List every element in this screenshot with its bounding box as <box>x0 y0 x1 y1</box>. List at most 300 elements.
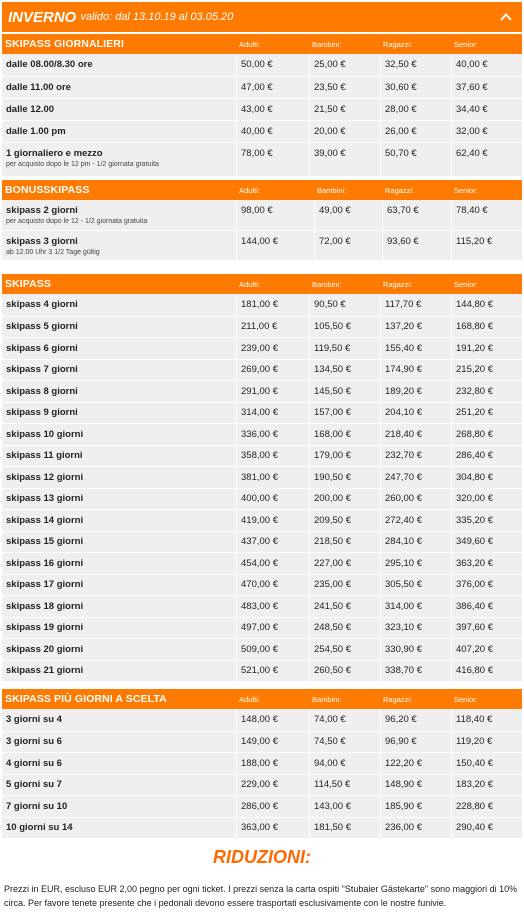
column-divider <box>380 360 381 381</box>
column-divider <box>309 709 310 731</box>
column-divider <box>309 381 310 402</box>
column-divider <box>380 424 381 445</box>
price-cell: 338,70 € <box>385 665 422 677</box>
price-cell: 96,20 € <box>385 713 417 725</box>
column-divider <box>309 317 310 338</box>
price-cell: 304,80 € <box>456 471 493 483</box>
column-divider <box>380 510 381 531</box>
price-cell: 314,00 € <box>385 600 422 612</box>
price-cell: 209,50 € <box>314 514 351 526</box>
price-cell: 251,20 € <box>456 407 493 419</box>
table-row <box>2 294 522 316</box>
table-row <box>2 337 522 359</box>
column-divider <box>309 661 310 682</box>
price-cell: 305,50 € <box>385 579 422 591</box>
price-cell: 269,00 € <box>241 364 278 376</box>
column-divider <box>236 661 237 682</box>
price-cell: 157,00 € <box>314 407 351 419</box>
column-divider <box>451 489 452 510</box>
table-row <box>2 509 522 531</box>
row-label: skipass 5 giorni <box>6 321 78 333</box>
price-cell: 286,00 € <box>241 800 278 812</box>
table-row <box>2 359 522 381</box>
column-divider <box>451 553 452 574</box>
table-row <box>2 752 522 774</box>
column-divider <box>236 467 237 488</box>
price-cell: 247,70 € <box>385 471 422 483</box>
column-divider <box>236 200 237 230</box>
price-cell: 235,00 € <box>314 579 351 591</box>
price-cell: 236,00 € <box>385 822 422 834</box>
column-divider <box>309 424 310 445</box>
price-cell: 43,00 € <box>241 104 273 115</box>
price-cell: 291,00 € <box>241 385 278 397</box>
price-cell: 314,00 € <box>241 407 278 419</box>
column-header: Ragazzi: <box>383 695 413 704</box>
column-divider <box>309 121 310 142</box>
column-divider <box>236 775 237 796</box>
price-cell: 63,70 € <box>387 205 419 216</box>
column-divider <box>380 403 381 424</box>
section-header <box>2 180 522 200</box>
table-row <box>2 98 522 120</box>
column-divider <box>236 553 237 574</box>
column-header: Bambini: <box>312 40 342 49</box>
column-divider <box>309 618 310 639</box>
column-divider <box>380 818 381 839</box>
column-divider <box>309 489 310 510</box>
price-cell: 400,00 € <box>241 493 278 505</box>
row-label: dalle 12.00 <box>6 104 55 115</box>
price-cell: 215,20 € <box>456 364 493 376</box>
column-divider <box>236 489 237 510</box>
price-cell: 78,40 € <box>456 205 488 216</box>
price-cell: 407,20 € <box>456 643 493 655</box>
season-name: INVERNO <box>8 8 77 26</box>
price-cell: 114,50 € <box>314 779 351 791</box>
price-cell: 137,20 € <box>385 321 422 333</box>
price-cell: 190,50 € <box>314 471 351 483</box>
column-divider <box>451 661 452 682</box>
price-cell: 21,50 € <box>314 104 346 115</box>
price-cell: 119,50 € <box>314 342 351 354</box>
table-row <box>2 230 522 260</box>
column-divider <box>451 818 452 839</box>
table-row <box>2 595 522 617</box>
column-divider <box>451 99 452 120</box>
column-divider <box>309 360 310 381</box>
price-cell: 49,00 € <box>319 205 351 216</box>
column-divider <box>380 77 381 98</box>
price-cell: 150,40 € <box>456 757 493 769</box>
table-row <box>2 466 522 488</box>
price-cell: 268,80 € <box>456 428 493 440</box>
row-label: skipass 11 giorni <box>6 450 83 462</box>
column-divider <box>451 77 452 98</box>
column-divider <box>380 753 381 774</box>
price-cell: 179,00 € <box>314 450 351 462</box>
column-divider <box>380 99 381 120</box>
column-header: Adulti: <box>239 186 260 195</box>
column-divider <box>236 143 237 176</box>
price-cell: 454,00 € <box>241 557 278 569</box>
row-label: dalle 11.00 ore <box>6 82 71 93</box>
price-section-scelta <box>2 689 522 838</box>
row-note: per acquisto dopo le 12 pm - 1/2 giornata gratuita <box>6 161 159 168</box>
price-cell: 181,50 € <box>314 822 351 834</box>
column-divider <box>236 338 237 359</box>
column-divider <box>236 403 237 424</box>
price-cell: 20,00 € <box>314 126 346 137</box>
price-cell: 144,00 € <box>241 236 278 247</box>
column-divider <box>236 575 237 596</box>
price-cell: 144,80 € <box>456 298 493 310</box>
row-label: skipass 12 giorni <box>6 471 84 483</box>
price-cell: 272,40 € <box>385 514 422 526</box>
column-divider <box>236 796 237 817</box>
reductions-title: RIDUZIONI: <box>213 847 311 867</box>
column-header: Senior: <box>454 186 478 195</box>
column-divider <box>451 143 452 176</box>
price-cell: 260,50 € <box>314 665 351 677</box>
table-row <box>2 552 522 574</box>
column-divider <box>236 732 237 753</box>
price-cell: 174,90 € <box>385 364 422 376</box>
price-cell: 47,00 € <box>241 82 273 93</box>
row-label: skipass 15 giorni <box>6 536 84 548</box>
row-note: per acquisto dopo le 12 - 1/2 giornata gratuita <box>6 218 148 225</box>
price-cell: 39,00 € <box>314 148 346 159</box>
column-divider <box>309 510 310 531</box>
price-cell: 521,00 € <box>241 665 278 677</box>
column-divider <box>451 403 452 424</box>
price-cell: 188,00 € <box>241 757 278 769</box>
section-title: SKIPASS <box>5 278 52 290</box>
price-cell: 437,00 € <box>241 536 278 548</box>
column-divider <box>451 121 452 142</box>
price-cell: 96,90 € <box>385 736 417 748</box>
column-divider <box>451 424 452 445</box>
price-cell: 74,50 € <box>314 736 346 748</box>
section-header <box>2 274 522 294</box>
price-cell: 40,00 € <box>456 59 488 70</box>
price-cell: 416,80 € <box>456 665 493 677</box>
column-divider <box>451 510 452 531</box>
price-cell: 260,00 € <box>385 493 422 505</box>
table-row <box>2 531 522 553</box>
row-label: 3 giorni su 4 <box>6 713 62 725</box>
column-divider <box>380 639 381 660</box>
price-cell: 115,20 € <box>456 236 493 247</box>
section-header <box>2 689 522 709</box>
table-row <box>2 709 522 731</box>
column-divider <box>314 231 315 260</box>
price-cell: 143,00 € <box>314 800 351 812</box>
column-divider <box>236 99 237 120</box>
price-cell: 94,00 € <box>314 757 346 769</box>
column-divider <box>236 532 237 553</box>
column-header: Adulti: <box>239 695 260 704</box>
column-header: Senior: <box>454 695 478 704</box>
row-label: dalle 08.00/8.30 ore <box>6 59 93 70</box>
row-label: 5 giorni su 7 <box>6 779 62 791</box>
row-label: skipass 16 giorni <box>6 557 84 569</box>
column-divider <box>314 200 315 230</box>
column-divider <box>236 446 237 467</box>
price-cell: 470,00 € <box>241 579 278 591</box>
column-divider <box>236 360 237 381</box>
column-header: Bambini: <box>312 695 342 704</box>
price-cell: 23,50 € <box>314 82 346 93</box>
price-cell: 204,10 € <box>385 407 422 419</box>
column-divider <box>451 732 452 753</box>
price-cell: 218,40 € <box>385 428 422 440</box>
column-divider <box>451 639 452 660</box>
price-cell: 40,00 € <box>241 126 273 137</box>
column-divider <box>380 338 381 359</box>
column-divider <box>236 231 237 260</box>
column-divider <box>309 553 310 574</box>
row-note: ab 12.00 Uhr 3 1/2 Tage gültig <box>6 249 100 256</box>
column-divider <box>380 796 381 817</box>
row-label: skipass 18 giorni <box>6 600 84 612</box>
column-header: Ragazzi: <box>385 186 415 195</box>
column-divider <box>236 294 237 316</box>
table-row <box>2 638 522 660</box>
column-divider <box>236 510 237 531</box>
price-cell: 34,40 € <box>456 104 488 115</box>
table-row <box>2 660 522 682</box>
column-divider <box>309 99 310 120</box>
column-divider <box>451 338 452 359</box>
price-cell: 336,00 € <box>241 428 278 440</box>
column-divider <box>236 77 237 98</box>
column-divider <box>382 231 383 260</box>
row-label: skipass 21 giorni <box>6 665 84 677</box>
column-divider <box>451 709 452 731</box>
price-cell: 239,00 € <box>241 342 278 354</box>
column-divider <box>309 596 310 617</box>
column-divider <box>236 709 237 731</box>
price-cell: 323,10 € <box>385 622 422 634</box>
price-cell: 229,00 € <box>241 779 278 791</box>
row-label: skipass 13 giorni <box>6 493 84 505</box>
table-row <box>2 316 522 338</box>
column-divider <box>451 360 452 381</box>
column-divider <box>309 532 310 553</box>
price-cell: 37,60 € <box>456 82 488 93</box>
price-section-giornalieri <box>2 34 522 176</box>
price-cell: 90,50 € <box>314 298 346 310</box>
column-divider <box>380 446 381 467</box>
column-divider <box>380 661 381 682</box>
table-row <box>2 380 522 402</box>
column-divider <box>236 381 237 402</box>
column-divider <box>309 753 310 774</box>
price-cell: 98,00 € <box>241 205 273 216</box>
price-cell: 284,10 € <box>385 536 422 548</box>
column-divider <box>451 200 452 230</box>
price-cell: 358,00 € <box>241 450 278 462</box>
price-cell: 232,80 € <box>456 385 493 397</box>
price-cell: 168,80 € <box>456 321 493 333</box>
column-divider <box>236 639 237 660</box>
table-row <box>2 488 522 510</box>
price-cell: 50,00 € <box>241 59 273 70</box>
chevron-up-icon[interactable] <box>500 11 512 23</box>
row-label: dalle 1.00 pm <box>6 126 66 137</box>
column-divider <box>236 317 237 338</box>
row-label: skipass 7 giorni <box>6 364 78 376</box>
table-row <box>2 445 522 467</box>
price-cell: 363,20 € <box>456 557 493 569</box>
price-cell: 118,40 € <box>456 713 493 725</box>
price-cell: 286,40 € <box>456 450 493 462</box>
column-divider <box>309 775 310 796</box>
section-title: BONUSSKIPASS <box>5 184 90 196</box>
price-cell: 26,00 € <box>385 126 417 137</box>
column-divider <box>380 317 381 338</box>
price-section-bonus <box>2 180 522 260</box>
column-divider <box>380 709 381 731</box>
price-cell: 62,40 € <box>456 148 488 159</box>
price-cell: 227,00 € <box>314 557 351 569</box>
table-row <box>2 774 522 796</box>
column-header: Bambini: <box>312 280 342 289</box>
section-header <box>2 34 522 54</box>
row-label: 4 giorni su 6 <box>6 757 62 769</box>
price-cell: 32,00 € <box>456 126 488 137</box>
column-divider <box>309 818 310 839</box>
price-cell: 155,40 € <box>385 342 422 354</box>
price-cell: 320,00 € <box>456 493 493 505</box>
column-header: Bambini: <box>317 186 347 195</box>
price-cell: 295,10 € <box>385 557 422 569</box>
column-divider <box>236 818 237 839</box>
reductions-text: Prezzi in EUR, escluso EUR 2,00 pegno per ogni ticket. I prezzi senza la carta ospiti "Stubaier Gästekarte" sono maggiori di 10% circa. Per favore tenete presente che i pedonali devono essere trasportati esclusivamente con le nostre funivie. <box>4 884 518 908</box>
price-cell: 497,00 € <box>241 622 278 634</box>
price-cell: 218,50 € <box>314 536 351 548</box>
column-divider <box>380 54 381 76</box>
section-title: SKIPASS PIÙ GIORNI A SCELTA <box>5 693 167 705</box>
price-cell: 50,70 € <box>385 148 417 159</box>
row-label: skipass 19 giorni <box>6 622 84 634</box>
price-cell: 349,60 € <box>456 536 493 548</box>
column-divider <box>309 54 310 76</box>
table-row <box>2 142 522 176</box>
price-cell: 241,50 € <box>314 600 351 612</box>
column-divider <box>309 639 310 660</box>
row-label: skipass 2 giorni <box>6 205 78 216</box>
column-divider <box>380 732 381 753</box>
row-label: 3 giorni su 6 <box>6 736 62 748</box>
column-divider <box>380 143 381 176</box>
price-cell: 145,50 € <box>314 385 351 397</box>
column-divider <box>380 467 381 488</box>
price-cell: 72,00 € <box>319 236 351 247</box>
column-divider <box>309 732 310 753</box>
column-divider <box>382 200 383 230</box>
price-cell: 148,00 € <box>241 713 278 725</box>
column-divider <box>380 294 381 316</box>
column-divider <box>236 618 237 639</box>
column-divider <box>380 553 381 574</box>
price-cell: 397,60 € <box>456 622 493 634</box>
column-divider <box>451 317 452 338</box>
price-cell: 74,00 € <box>314 713 346 725</box>
price-cell: 134,50 € <box>314 364 351 376</box>
row-label: skipass 4 giorni <box>6 298 78 310</box>
column-divider <box>309 143 310 176</box>
price-cell: 254,50 € <box>314 643 351 655</box>
season-valid-dates: valido: dal 13.10.19 al 03.05.20 <box>80 11 234 23</box>
price-cell: 232,70 € <box>385 450 422 462</box>
price-cell: 122,20 € <box>385 757 422 769</box>
column-divider <box>451 231 452 260</box>
column-divider <box>380 489 381 510</box>
price-cell: 168,00 € <box>314 428 351 440</box>
price-cell: 200,00 € <box>314 493 351 505</box>
column-divider <box>380 618 381 639</box>
price-cell: 78,00 € <box>241 148 273 159</box>
price-cell: 376,00 € <box>456 579 493 591</box>
row-label: skipass 14 giorni <box>6 514 84 526</box>
column-divider <box>451 381 452 402</box>
column-divider <box>451 532 452 553</box>
price-cell: 419,00 € <box>241 514 278 526</box>
column-divider <box>451 446 452 467</box>
table-row <box>2 817 522 839</box>
price-cell: 191,20 € <box>456 342 493 354</box>
column-divider <box>380 775 381 796</box>
column-divider <box>451 467 452 488</box>
price-cell: 183,20 € <box>456 779 493 791</box>
column-header: Ragazzi: <box>383 280 413 289</box>
column-divider <box>309 796 310 817</box>
table-row <box>2 402 522 424</box>
column-divider <box>236 121 237 142</box>
price-cell: 335,20 € <box>456 514 493 526</box>
column-divider <box>451 618 452 639</box>
table-row <box>2 76 522 98</box>
row-label: 7 giorni su 10 <box>6 800 68 812</box>
table-row <box>2 200 522 230</box>
price-cell: 290,40 € <box>456 822 493 834</box>
table-row <box>2 574 522 596</box>
season-header[interactable] <box>2 2 522 32</box>
row-label: skipass 20 giorni <box>6 643 84 655</box>
price-cell: 93,60 € <box>387 236 419 247</box>
row-label: skipass 9 giorni <box>6 407 78 419</box>
price-cell: 117,70 € <box>385 298 422 310</box>
column-divider <box>451 753 452 774</box>
price-cell: 30,60 € <box>385 82 417 93</box>
price-cell: 509,00 € <box>241 643 278 655</box>
price-cell: 386,40 € <box>456 600 493 612</box>
column-divider <box>309 77 310 98</box>
price-cell: 189,20 € <box>385 385 422 397</box>
table-row <box>2 120 522 142</box>
column-divider <box>451 596 452 617</box>
row-label: skipass 8 giorni <box>6 385 78 397</box>
price-cell: 211,00 € <box>241 321 278 333</box>
row-label: skipass 10 giorni <box>6 428 84 440</box>
price-cell: 381,00 € <box>241 471 278 483</box>
row-label: skipass 3 giorni <box>6 236 78 247</box>
price-cell: 28,00 € <box>385 104 417 115</box>
column-header: Senior: <box>454 280 478 289</box>
column-divider <box>236 753 237 774</box>
